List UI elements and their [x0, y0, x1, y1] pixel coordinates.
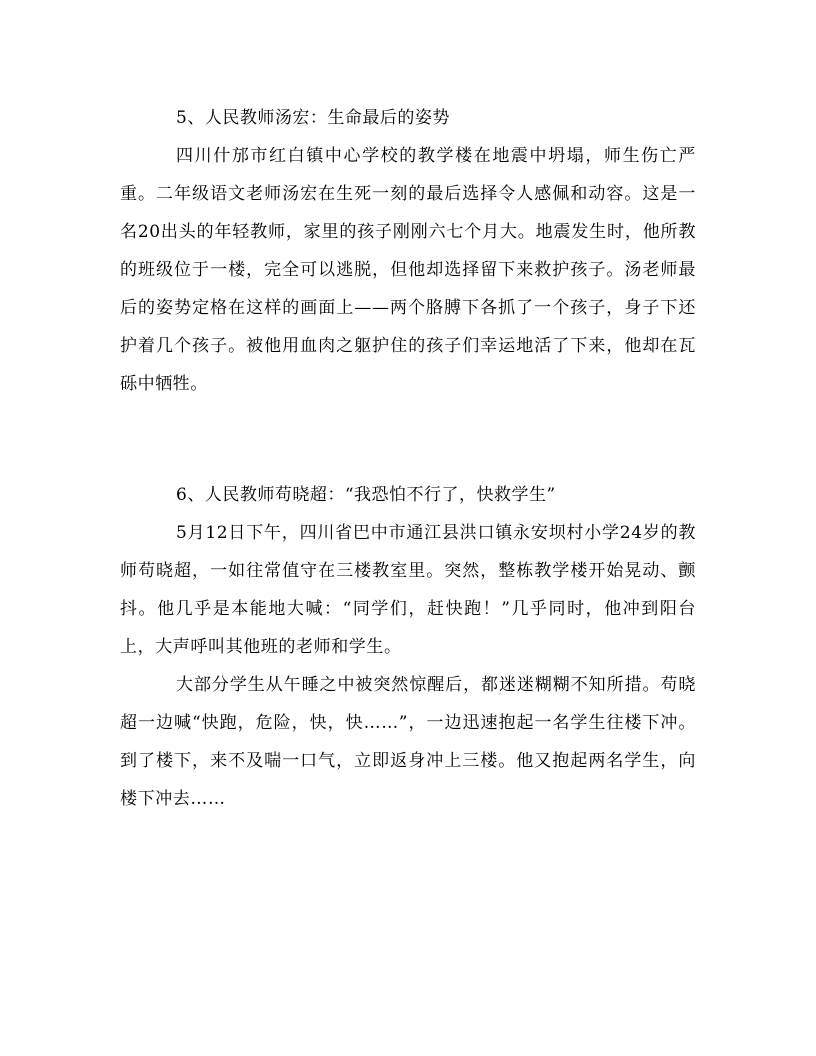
section-heading: 6、人民教师苟晓超：“我恐怕不行了，快救学生”: [176, 485, 556, 505]
section-gou-xiaochao: [120, 483, 696, 818]
body-paragraph: 大部分学生从午睡之中被突然惊醒后，都迷迷糊糊不知所措。苟晓超一边喊“快跑，危险，快，快……”，一边迅速抱起一名学生往楼下冲。到了楼下，来不及喘一口气，立即返身冲上三楼。他又抱起两名学生，向楼下冲去……: [120, 675, 696, 809]
body-paragraph: 5月12日下午，四川省巴中市通江县洪口镇永安坝村小学24岁的教师苟晓超，一如往常值守在三楼教室里。突然，整栋教学楼开始晃动、颤抖。他几乎是本能地大喊：“同学们，赶快跑！”几乎同时，他冲到阳台上，大声呼叫其他班的老师和学生。: [120, 523, 696, 657]
section-heading: 5、人民教师汤宏：生命最后的姿势: [176, 108, 450, 128]
body-paragraph: 四川什邡市红白镇中心学校的教学楼在地震中坍塌，师生伤亡严重。二年级语文老师汤宏在生死一刻的最后选择令人感佩和动容。这是一名20出头的年轻教师，家里的孩子刚刚六七个月大。地震发生时，他所教的班级位于一楼，完全可以逃脱，但他却选择留下来救护孩子。汤老师最后的姿势定格在这样的画面上——两个胳膊下各抓了一个孩子，身子下还护着几个孩子。被他用血肉之躯护住的孩子们幸运地活了下来，他却在瓦砾中牺牲。: [120, 146, 696, 394]
section-tang-hong: [120, 106, 696, 403]
